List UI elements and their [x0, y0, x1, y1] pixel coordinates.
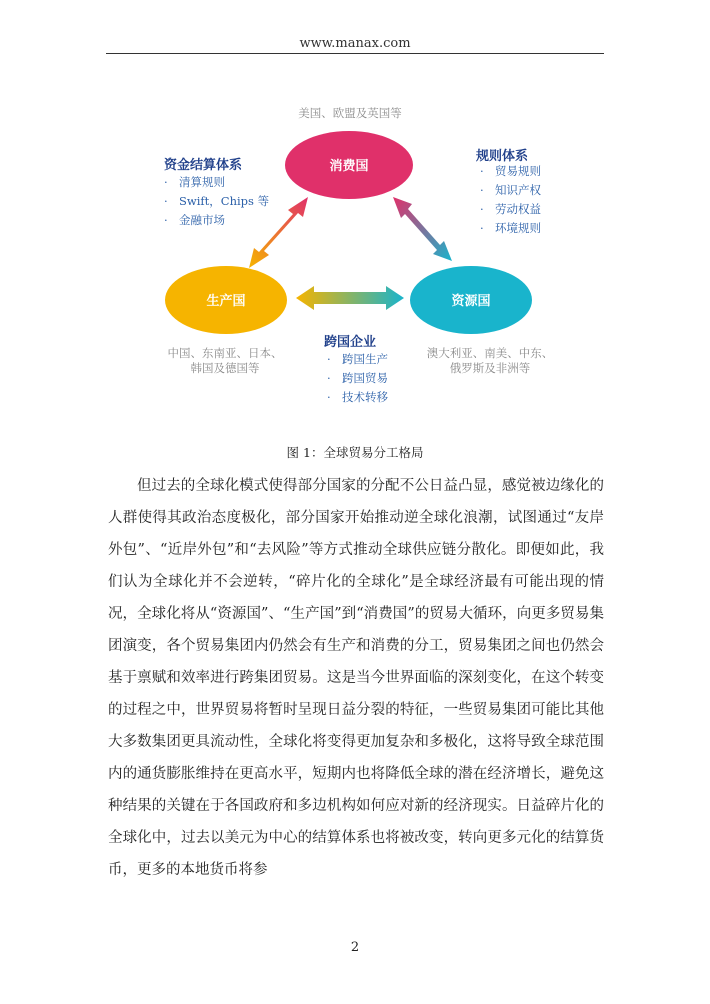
figure-caption: 图 1：全球贸易分工格局 [286, 445, 424, 460]
settlement-item: · Swift，Chips 等 [164, 192, 269, 211]
producer-countries-note [150, 346, 300, 376]
rules-item: · 环境规则 [480, 219, 541, 238]
settlement-item: · 清算规则 [164, 173, 269, 192]
rules-system-list [480, 162, 541, 238]
resource-note-line-2: 俄罗斯及非洲等 [449, 361, 531, 375]
settlement-system-title: 资金结算体系 [164, 158, 243, 173]
rules-item: · 知识产权 [480, 181, 541, 200]
multinational-item: · 技术转移 [327, 388, 388, 407]
multinational-item: · 跨国生产 [327, 350, 388, 369]
body-paragraph: 但过去的全球化模式使得部分国家的分配不公日益凸显，感觉被边缘化的人群使得其政治态度极化，部分国家开始推动逆全球化浪潮，试图通过“友岸外包”、“近岸外包”和“去风险”等方式推动全球供应链分散化。即便如此，我们认为全球化并不会逆转，“碎片化的全球化”是全球经济最有可能出现的情况，全球化将从“资源国”、“生产国”到“消费国”的贸易大循环，向更多贸易集团演变，各个贸易集团内仍然会有生产和消费的分工，贸易集团之间也仍然会基于禀赋和效率进行跨集团贸易。这是当今世界面临的深刻变化，在这个转变的过程之中，世界贸易将暂时呈现日益分裂的特征，一些贸易集团可能比其他大多数集团更具流动性，全球化将变得更加复杂和多极化，这将导致全球范围内的通货膨胀维持在更高水平，短期内也将降低全球的潜在经济增长，避免这种结果的关键在于各国政府和多边机构如何应对新的经济现实。日益碎片化的全球化中，过去以美元为中心的结算体系也将被改变，转向更多元化的结算货币，更多的本地货币将参 [108, 478, 604, 878]
resource-countries-note [410, 346, 570, 376]
producer-node-label: 生产国 [206, 294, 246, 309]
resource-node-label: 资源国 [451, 294, 491, 309]
consumer-countries-note: 美国、欧盟及英国等 [298, 106, 402, 120]
multinational-list [327, 350, 388, 407]
producer-note-line-2: 韩国及德国等 [190, 361, 260, 375]
rules-system-title: 规则体系 [476, 149, 529, 164]
arrow-consumer-resource [393, 197, 452, 261]
settlement-item: · 金融市场 [164, 211, 269, 230]
consumer-node-label: 消费国 [329, 159, 369, 174]
header-url: www.manax.com [299, 36, 411, 51]
multinational-item: · 跨国贸易 [327, 369, 388, 388]
resource-note-line-1: 澳大利亚、南美、中东、 [426, 346, 554, 360]
settlement-system-list [164, 173, 269, 230]
page-number: 2 [350, 940, 360, 955]
trade-division-diagram [0, 0, 710, 440]
rules-item: · 贸易规则 [480, 162, 541, 181]
arrow-producer-resource [296, 286, 404, 310]
producer-note-line-1: 中国、东南亚、日本、 [167, 346, 283, 360]
rules-item: · 劳动权益 [480, 200, 541, 219]
multinational-title: 跨国企业 [324, 335, 377, 350]
